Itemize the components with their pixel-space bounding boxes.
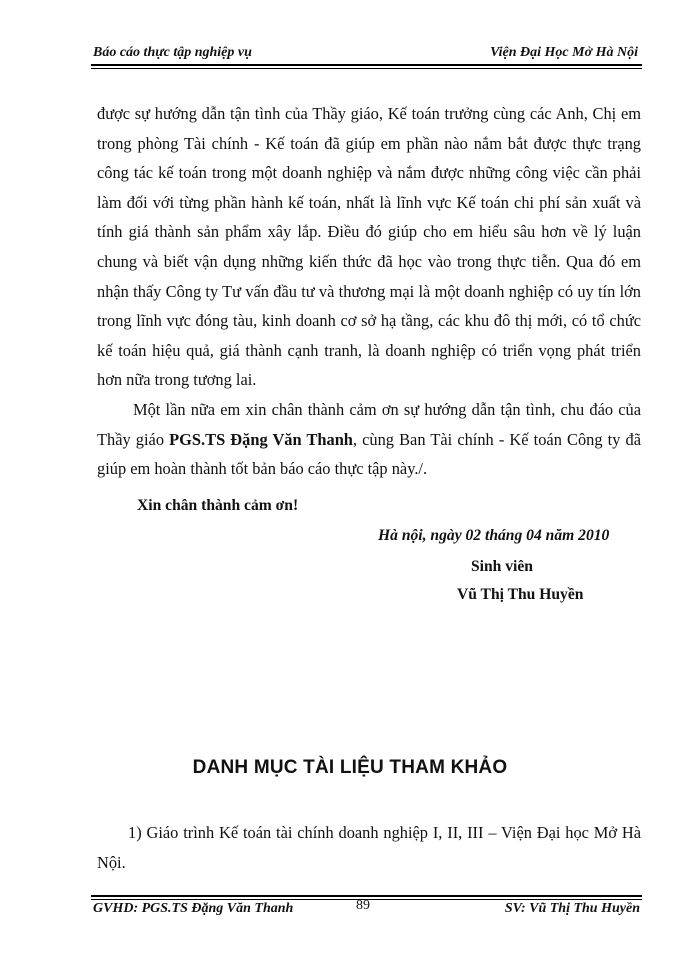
- reference-item-1: 1) Giáo trình Kế toán tài chính doanh nghiệp I, II, III – Viện Đại học Mở Hà Nội.: [97, 823, 641, 872]
- body-text: [97, 99, 641, 484]
- paragraph-2-text-end: , cùng Ban Tài chính - Kế toán Công ty đã giúp em hoàn thành tốt bản báo cáo thực tập này./.: [97, 429, 641, 479]
- footer-student: SV: Vũ Thị Thu Huyền: [504, 901, 640, 916]
- paragraph-2-text-start: Một lần nữa em xin chân thành cảm ơn sự hướng dẫn tận tình, chu đáo của Thầy giáo: [97, 399, 641, 449]
- body-paragraph-2: [97, 395, 641, 484]
- body-paragraph-1: được sự hướng dẫn tận tình của Thầy giáo, Kế toán trưởng cùng các Anh, Chị em trong phòng Tài chính - Kế toán đã giúp em phần nào nắm bắt được thực trạng công tác kế toán trong một doanh nghiệp và nắm được những công việc cần phải làm đối với từng phần hành kế toán, nhất là lĩnh vực Kế toán chi phí sản xuất và tính giá thành sản phẩm xây lắp. Điều đó giúp cho em hiểu sâu hơn về lý luận chung và biết vận dụng những kiến thức đã học vào trong thực tiễn. Qua đó em nhận thấy Công ty Tư vấn đầu tư và thương mại là một doanh nghiệp có uy tín lớn trong lĩnh vực đóng tàu, kinh doanh cơ sở hạ tầng, các khu đô thị mới, có tổ chức kế toán hiệu quả, giá thành cạnh tranh, là doanh nghiệp có triển vọng phát triển hơn nữa trong tương lai.: [97, 104, 641, 390]
- supervisor-name: PGS.TS Đặng Văn Thanh: [169, 429, 353, 449]
- page-number: 89: [356, 898, 370, 913]
- footer-rule: [91, 895, 642, 897]
- page-header: [91, 44, 642, 66]
- reference-item: [97, 818, 641, 878]
- thanks-line: Xin chân thành cảm ơn!: [137, 497, 299, 514]
- footer-supervisor: GVHD: PGS.TS Đặng Văn Thanh: [93, 901, 294, 916]
- place-date: Hà nội, ngày 02 tháng 04 năm 2010: [378, 527, 610, 544]
- references-title: DANH MỤC TÀI LIỆU THAM KHẢO: [192, 757, 508, 778]
- signer-role: Sinh viên: [471, 558, 533, 575]
- signer-name: Vũ Thị Thu Huyền: [457, 586, 584, 603]
- header-institution: Viện Đại Học Mở Hà Nội: [490, 45, 638, 60]
- header-report-title: Báo cáo thực tập nghiệp vụ: [93, 45, 252, 60]
